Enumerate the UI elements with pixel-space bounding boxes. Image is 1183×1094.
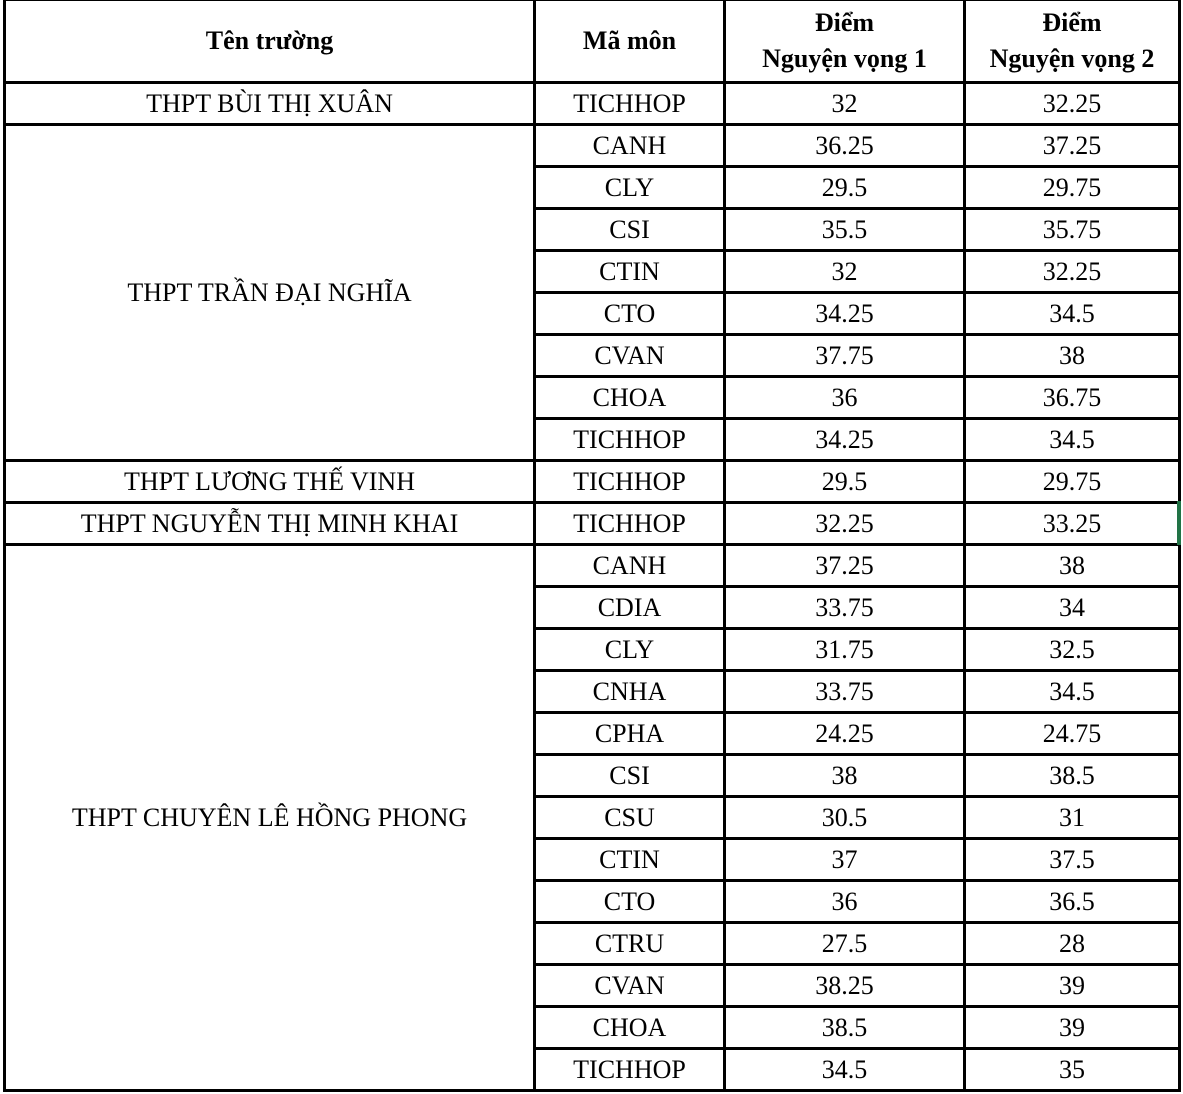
nv1-score-cell[interactable]: 38.5 [725,1007,965,1049]
school-name-cell[interactable]: THPT LƯƠNG THẾ VINH [5,461,535,503]
nv1-score-cell[interactable]: 32 [725,251,965,293]
nv1-score-cell[interactable]: 36 [725,881,965,923]
nv1-score-cell[interactable]: 37 [725,839,965,881]
nv2-score-cell[interactable]: 28 [965,923,1180,965]
nv2-score-cell[interactable]: 35.75 [965,209,1180,251]
nv2-score-cell[interactable]: 37.5 [965,839,1180,881]
nv2-score-cell[interactable]: 38 [965,545,1180,587]
nv2-score-cell[interactable]: 24.75 [965,713,1180,755]
nv1-score-cell[interactable]: 30.5 [725,797,965,839]
table-row [5,125,1180,167]
subject-code-cell[interactable]: CPHA [535,713,725,755]
header-nv1-line2: Nguyện vọng 1 [762,44,927,73]
subject-code-cell[interactable]: CHOA [535,1007,725,1049]
nv2-score-cell[interactable]: 32.25 [965,83,1180,125]
subject-code-cell[interactable]: CLY [535,167,725,209]
nv2-score-cell[interactable]: 39 [965,1007,1180,1049]
cell-selection-marker [1177,501,1181,545]
nv1-score-cell[interactable]: 37.25 [725,545,965,587]
nv2-score-cell[interactable]: 36.5 [965,881,1180,923]
subject-code-cell[interactable]: TICHHOP [535,83,725,125]
nv2-score-cell[interactable]: 37.25 [965,125,1180,167]
nv1-score-cell[interactable]: 36 [725,377,965,419]
subject-code-cell[interactable]: CSU [535,797,725,839]
nv1-score-cell[interactable]: 37.75 [725,335,965,377]
nv2-score-cell[interactable]: 33.25 [965,503,1180,545]
header-school[interactable]: Tên trường [5,0,535,83]
subject-code-cell[interactable]: CTO [535,881,725,923]
nv2-score-cell[interactable]: 29.75 [965,461,1180,503]
subject-code-cell[interactable]: TICHHOP [535,1049,725,1091]
nv2-score-cell[interactable]: 29.75 [965,167,1180,209]
subject-code-cell[interactable]: CNHA [535,671,725,713]
subject-code-cell[interactable]: CHOA [535,377,725,419]
subject-code-cell[interactable]: CTIN [535,839,725,881]
nv1-score-cell[interactable]: 32.25 [725,503,965,545]
subject-code-cell[interactable]: CVAN [535,335,725,377]
header-nv2-line1: Điểm [1042,8,1102,37]
nv1-score-cell[interactable]: 33.75 [725,671,965,713]
nv2-score-cell[interactable]: 34.5 [965,671,1180,713]
subject-code-cell[interactable]: CANH [535,545,725,587]
nv2-score-cell[interactable]: 38.5 [965,755,1180,797]
subject-code-cell[interactable]: CSI [535,209,725,251]
subject-code-cell[interactable]: TICHHOP [535,503,725,545]
subject-code-cell[interactable]: CTIN [535,251,725,293]
nv2-score-cell[interactable]: 39 [965,965,1180,1007]
header-nv1-line1: Điểm [814,8,875,37]
header-nv2-line2: Nguyện vọng 2 [989,44,1155,73]
nv1-score-cell[interactable]: 29.5 [725,461,965,503]
nv2-score-cell[interactable]: 31 [965,797,1180,839]
nv2-score-cell[interactable]: 34.5 [965,293,1180,335]
subject-code-cell[interactable]: TICHHOP [535,461,725,503]
nv1-score-cell[interactable]: 29.5 [725,167,965,209]
nv1-score-cell[interactable]: 34.5 [725,1049,965,1091]
school-name-cell[interactable]: THPT NGUYỄN THỊ MINH KHAI [5,503,535,545]
table-row [5,545,1180,587]
school-name-cell[interactable]: THPT CHUYÊN LÊ HỒNG PHONG [5,545,535,1091]
nv1-score-cell[interactable]: 38 [725,755,965,797]
subject-code-cell[interactable]: CANH [535,125,725,167]
header-nv1[interactable] [725,0,965,83]
nv1-score-cell[interactable]: 24.25 [725,713,965,755]
nv1-score-cell[interactable]: 32 [725,83,965,125]
subject-code-cell[interactable]: TICHHOP [535,419,725,461]
nv1-score-cell[interactable]: 31.75 [725,629,965,671]
nv1-score-cell[interactable]: 34.25 [725,419,965,461]
header-subject-code[interactable]: Mã môn [535,0,725,83]
header-nv2[interactable] [965,0,1180,83]
subject-code-cell[interactable]: CVAN [535,965,725,1007]
subject-code-cell[interactable]: CSI [535,755,725,797]
table-body [5,83,1180,1091]
nv2-score-cell[interactable]: 32.5 [965,629,1180,671]
nv1-score-cell[interactable]: 27.5 [725,923,965,965]
nv2-score-cell[interactable]: 34 [965,587,1180,629]
subject-code-cell[interactable]: CTO [535,293,725,335]
subject-code-cell[interactable]: CLY [535,629,725,671]
nv2-score-cell[interactable]: 35 [965,1049,1180,1091]
nv1-score-cell[interactable]: 38.25 [725,965,965,1007]
school-name-cell[interactable]: THPT TRẦN ĐẠI NGHĨA [5,125,535,461]
nv2-score-cell[interactable]: 36.75 [965,377,1180,419]
nv2-score-cell[interactable]: 34.5 [965,419,1180,461]
nv1-score-cell[interactable]: 35.5 [725,209,965,251]
header-row [5,0,1180,83]
nv1-score-cell[interactable]: 36.25 [725,125,965,167]
nv1-score-cell[interactable]: 33.75 [725,587,965,629]
score-table [3,0,1181,1092]
nv2-score-cell[interactable]: 32.25 [965,251,1180,293]
nv2-score-cell[interactable]: 38 [965,335,1180,377]
school-name-cell[interactable]: THPT BÙI THỊ XUÂN [5,83,535,125]
table-row [5,461,1180,503]
nv1-score-cell[interactable]: 34.25 [725,293,965,335]
subject-code-cell[interactable]: CTRU [535,923,725,965]
subject-code-cell[interactable]: CDIA [535,587,725,629]
table-row [5,83,1180,125]
table-row [5,503,1180,545]
